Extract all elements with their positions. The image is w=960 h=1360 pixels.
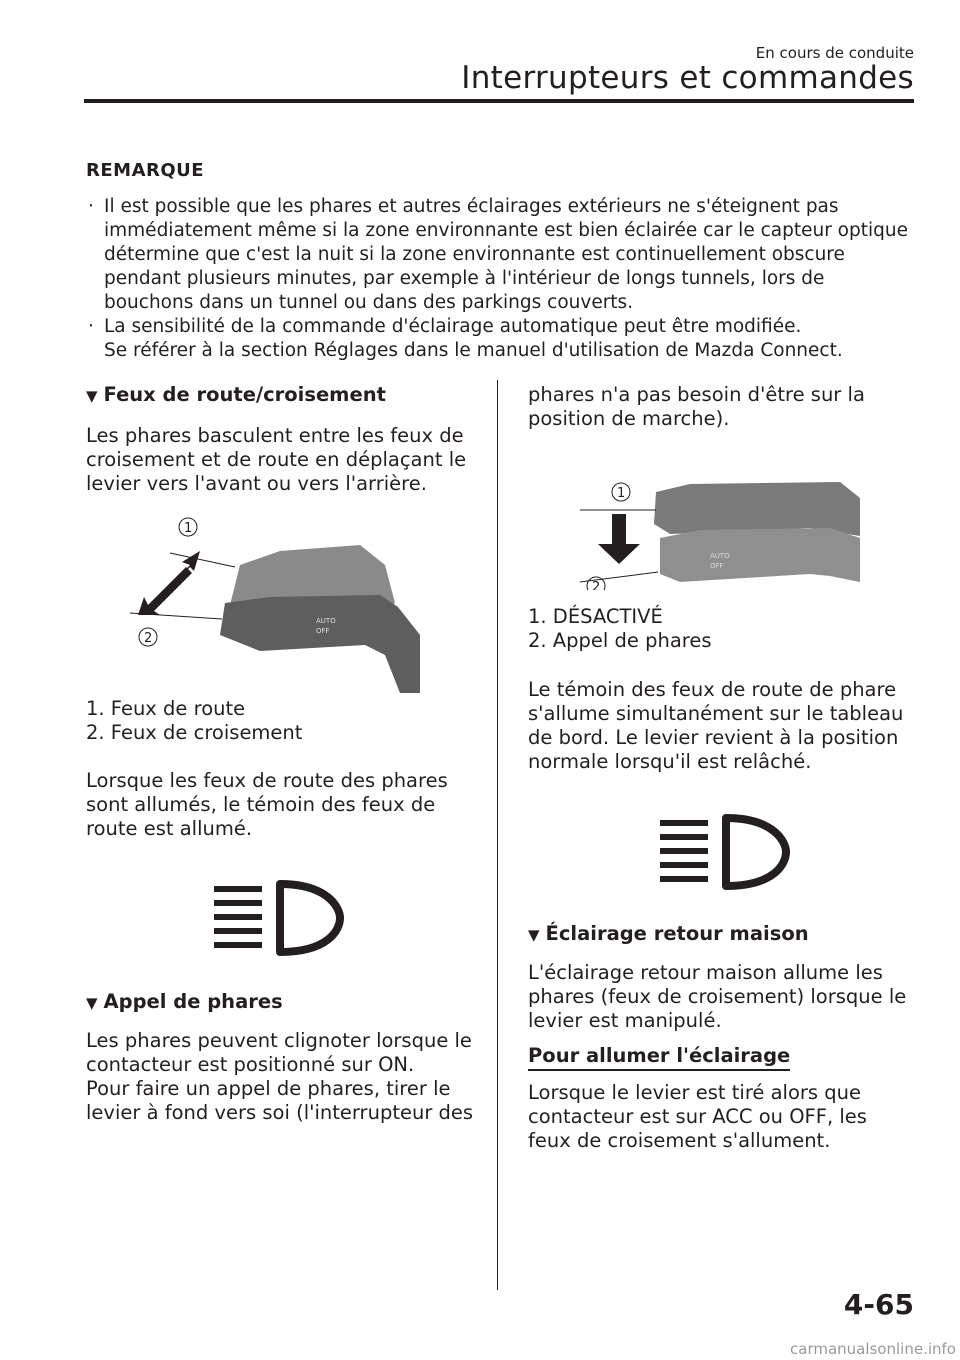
para-cont: phares n'a pas besoin d'être sur la position de marche).	[528, 383, 865, 430]
para-route: Les phares basculent entre les feux de croisement et de route en déplaçant le levier vers l'avant ou vers l'arrière.	[86, 424, 467, 495]
para-allumer: Lorsque le levier est tiré alors que contacteur est sur ACC ou OFF, les feux de croisement s'allument.	[528, 1081, 867, 1152]
lever2-auto-text: AUTO	[710, 552, 730, 560]
fig1-item-2: 2. Feux de croisement	[86, 721, 303, 744]
callout-1: 1	[617, 486, 626, 501]
triangle-icon: ▼	[86, 994, 98, 1012]
callout-2: 2	[144, 631, 153, 646]
note-bullet-2	[86, 315, 916, 363]
para-appel-2: Pour faire un appel de phares, tirer le levier à fond vers soi (l'interrupteur des	[86, 1077, 474, 1124]
para-temoin: Le témoin des feux de route de phare s'allume simultanément sur le tableau de bord. Le levier revient à la position normale lorsqu'il est relâché.	[528, 678, 904, 773]
note-bullet-1: · Il est possible que les phares et autres éclairages extérieurs ne s'éteignent pas immédiatement même si la zone environnante est bien éclairée car le capteur optique détermine que c'est la nuit si la zone environnante est continuellement obscure pendant plusieurs minutes, par exemple à l'intérieur de longs tunnels, lors de bouchons dans un tunnel ou dans des parkings couverts.	[86, 195, 916, 315]
note-bullet-2-line-2: Se référer à la section Réglages dans le manuel d'utilisation de Mazda Connect.	[104, 340, 843, 361]
lever-lower	[660, 528, 860, 582]
callout-1: 1	[184, 521, 193, 536]
heading-feux-route-text: Feux de route/croisement	[103, 383, 386, 406]
note-body	[86, 195, 916, 363]
subheading-allumer: Pour allumer l'éclairage	[528, 1044, 790, 1071]
lever1-auto-text: AUTO	[316, 617, 336, 625]
note-title: REMARQUE	[86, 160, 205, 181]
lever-upper	[654, 482, 860, 536]
heading-retour	[528, 922, 809, 945]
para-retour: L'éclairage retour maison allume les phares (feux de croisement) lorsque le levier est manipulé.	[528, 961, 907, 1032]
heading-appel	[86, 990, 283, 1013]
section-label: En cours de conduite	[755, 44, 914, 62]
triangle-icon: ▼	[86, 387, 98, 405]
lever1-off-text: OFF	[316, 627, 330, 635]
lever2-off-text: OFF	[710, 562, 724, 570]
lever-lower	[220, 595, 420, 693]
down-arrow-icon	[598, 544, 640, 564]
fig2-item-1: 1. DÉSACTIVÉ	[528, 605, 663, 628]
fig2-item-2: 2. Appel de phares	[528, 629, 712, 652]
heading-retour-text: Éclairage retour maison	[545, 922, 809, 945]
heading-appel-text: Appel de phares	[103, 990, 283, 1013]
page-title: Interrupteurs et commandes	[461, 60, 914, 96]
fig1-item-1: 1. Feux de route	[86, 697, 246, 720]
heading-feux-route	[86, 383, 386, 406]
lever-figure-1	[130, 515, 422, 695]
page-number: 4-65	[843, 1288, 914, 1321]
header-rule	[84, 99, 914, 103]
column-divider	[497, 380, 498, 1290]
callout-2: 2	[592, 580, 601, 590]
watermark: carmanualsonline.info	[790, 1340, 956, 1358]
high-beam-icon	[210, 878, 345, 958]
high-beam-icon	[656, 812, 791, 892]
lever-figure-2	[560, 478, 860, 590]
triangle-icon: ▼	[528, 926, 540, 944]
para-allumes: Lorsque les feux de route des phares sont allumés, le témoin des feux de route est allumé.	[86, 769, 448, 840]
note-bullet-2-line-1: La sensibilité de la commande d'éclairage automatique peut être modifiée.	[104, 316, 802, 337]
para-appel-1: Les phares peuvent clignoter lorsque le contacteur est positionné sur ON.	[86, 1029, 472, 1076]
